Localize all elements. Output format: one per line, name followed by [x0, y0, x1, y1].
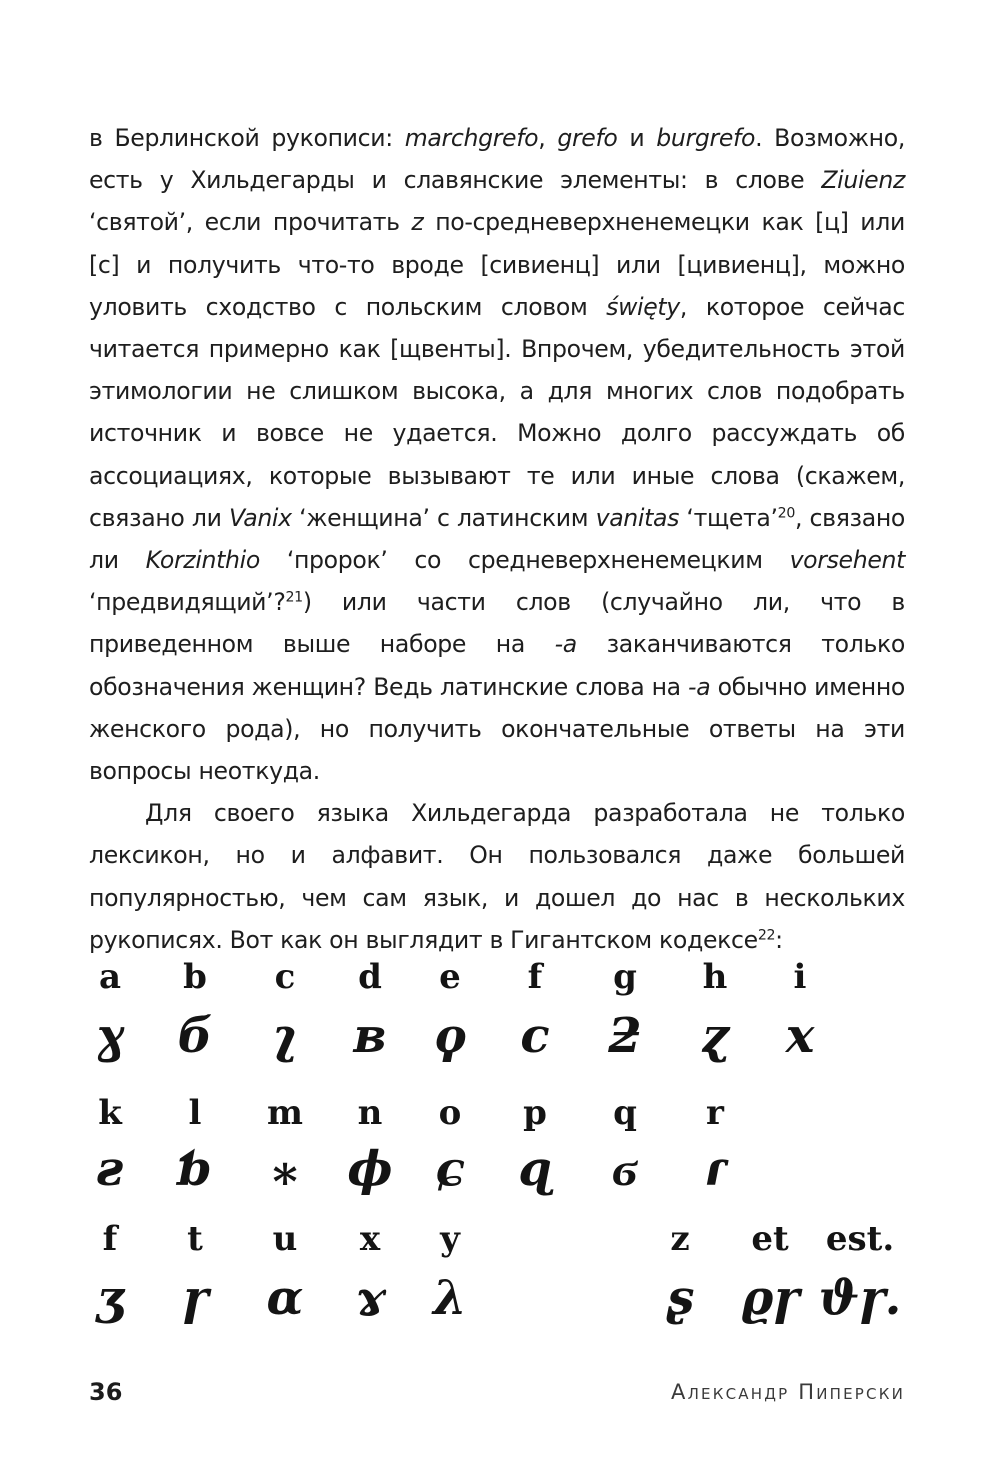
running-head-author: Александр Пиперски [671, 1380, 905, 1404]
latin-letter-4-2: u [272, 1219, 298, 1259]
cipher-glyph-5-7: ϑɼ. [818, 1270, 902, 1326]
latin-letter-2-7: r [706, 1093, 724, 1133]
latin-letter-4-1: t [187, 1219, 203, 1259]
latin-letter-0-1: b [183, 957, 207, 997]
cipher-glyph-3-2: ⁎ [272, 1141, 298, 1197]
latin-letter-0-8: i [793, 957, 807, 997]
cipher-glyph-3-3: ϕ [347, 1141, 393, 1197]
latin-letter-2-5: p [523, 1093, 547, 1133]
cipher-glyph-1-1: б [177, 1008, 213, 1064]
cipher-glyph-1-6: ƻ [608, 1008, 642, 1064]
cipher-glyph-3-0: ƨ [96, 1141, 124, 1197]
latin-letter-2-4: o [438, 1093, 462, 1133]
latin-letter-0-0: a [98, 957, 122, 997]
latin-letter-0-2: c [274, 957, 296, 997]
cipher-glyph-1-4: ϙ [433, 1008, 467, 1064]
cipher-glyph-3-6: ϭ [612, 1141, 638, 1197]
paragraph-2: Для своего языка Хильдегарда разработала не только лексикон, но и алфавит. Он пользовался даже большей популярностью, чем сам язык, и дошел до нас в нескольких рукописях. Вот как он выглядит в Гигантском кодексе$^{22}$: [89, 799, 905, 954]
latin-letter-0-7: h [702, 957, 728, 997]
hildegard-alphabet-figure [80, 950, 940, 1350]
latin-letter-2-0: k [98, 1093, 122, 1133]
alphabet-row-cipher-2 [80, 1141, 940, 1205]
alphabet-row-cipher-3 [80, 1270, 940, 1334]
latin-letter-2-3: n [357, 1093, 383, 1133]
cipher-glyph-5-6: ϱɼ [741, 1270, 799, 1326]
page-footer [89, 1378, 905, 1414]
latin-letter-2-1: l [188, 1093, 202, 1133]
latin-letter-4-0: f [102, 1219, 118, 1259]
cipher-glyph-3-7: ɾ [704, 1141, 726, 1197]
alphabet-row-cipher-1 [80, 1008, 940, 1072]
cipher-glyph-5-2: ɑ [266, 1270, 304, 1326]
latin-letter-4-5: z [670, 1219, 690, 1259]
latin-letter-2-2: m [267, 1093, 303, 1133]
cipher-glyph-1-2: ʅ [272, 1008, 298, 1064]
latin-letter-0-5: f [527, 957, 543, 997]
cipher-glyph-5-0: ʒ [96, 1270, 124, 1326]
cipher-glyph-1-7: ɀ [701, 1008, 729, 1064]
latin-letter-4-3: x [359, 1219, 381, 1259]
cipher-glyph-1-5: ϲ [520, 1008, 550, 1064]
body-text [89, 117, 905, 961]
cipher-glyph-1-3: ʙ [353, 1008, 387, 1064]
latin-letter-0-6: g [613, 957, 637, 997]
latin-letter-4-7: est. [825, 1219, 895, 1259]
page-number: 36 [89, 1378, 123, 1406]
cipher-glyph-5-4: λ [433, 1270, 467, 1326]
cipher-glyph-5-1: ɼ [182, 1270, 208, 1326]
paragraph-1: в Берлинской рукописи: marchgrefo, grefo и burgrefo. Возможно, есть у Хильдегарды и славянские элементы: в слове Ziuienz ‘святой’, если прочитать z по-средневерхненемецки как [ц] или [с] и получить что-то вроде [сивиенц] или [цивиенц], можно уловить сходство с польским словом święty, которое сейчас читается примерно как [щвенты]. Впрочем, убедительность этой этимологии не слишком высока, а для многих слов подобрать источник и вовсе не удается. Можно долго рассуждать об ассоциациях, которые вызывают те или иные слова (скажем, связано ли Vanix ‘женщина’ с латинским vanitas ‘тщета’$^{20}$, связано ли Korzinthio ‘пророк’ со средневерхненемецким vorsehent ‘предвидящий’?$^{21}$) или части слов (случайно ли, что в приведенном выше наборе на -a заканчиваются только обозначения женщин? Ведь латинские слова на -a обычно именно женского рода), но получить окончательные ответы на эти вопросы неоткуда. [89, 124, 905, 786]
cipher-glyph-5-5: ʂ [666, 1270, 694, 1326]
latin-letter-2-6: q [613, 1093, 637, 1133]
latin-letter-0-4: e [439, 957, 461, 997]
cipher-glyph-5-3: ɤ [354, 1270, 386, 1326]
cipher-glyph-1-0: ɣ [95, 1008, 125, 1064]
latin-letter-4-6: et [751, 1219, 789, 1259]
latin-letter-4-4: y [440, 1219, 460, 1259]
cipher-glyph-3-1: ƅ [178, 1141, 212, 1197]
cipher-glyph-3-4: ɕ [435, 1141, 465, 1197]
cipher-glyph-3-5: ɋ [518, 1141, 552, 1197]
alphabet-row-latin-3 [80, 1219, 940, 1282]
cipher-glyph-1-8: ⅹ [785, 1008, 815, 1064]
latin-letter-0-3: d [358, 957, 382, 997]
